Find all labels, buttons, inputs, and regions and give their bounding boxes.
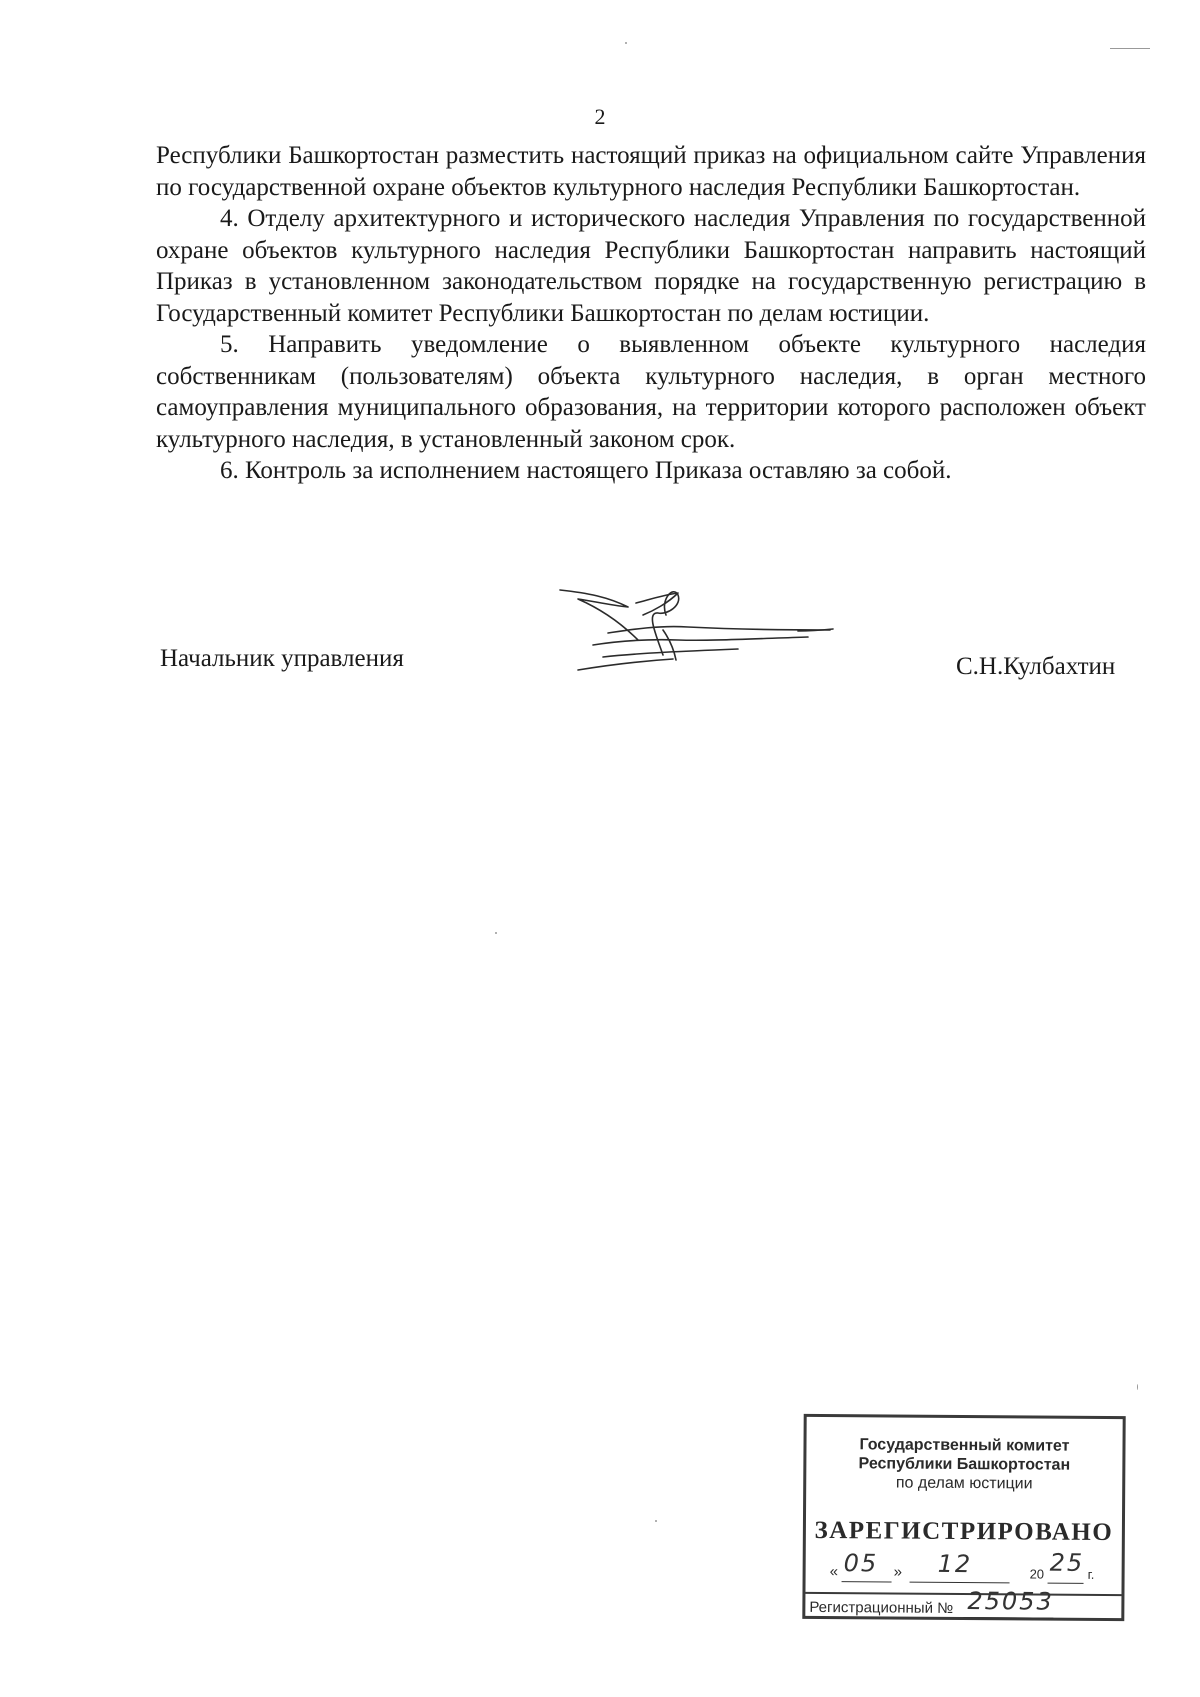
stamp-year-suffix: 25 — [1049, 1548, 1085, 1577]
stamp-registered-label: ЗАРЕГИСТРИРОВАНО — [814, 1516, 1114, 1547]
signature-block — [0, 585, 1200, 695]
stamp-day: 05 — [843, 1549, 879, 1578]
stamp-organization — [806, 1435, 1122, 1494]
handwritten-signature — [548, 585, 848, 680]
stamp-year-unit: г. — [1087, 1566, 1095, 1582]
registration-stamp — [802, 1414, 1125, 1621]
stamp-reg-number: 25053 — [967, 1587, 1054, 1616]
document-body — [156, 140, 1146, 487]
stamp-quote-close: » — [893, 1563, 903, 1581]
signer-position: Начальник управления — [160, 645, 404, 672]
stamp-registration-number — [805, 1587, 1121, 1624]
stamp-year-prefix: 20 — [1029, 1566, 1045, 1582]
stamp-quote-open: « — [829, 1563, 839, 1581]
paragraph-5: 5. Направить уведомление о выявленном объекте культурного наследия собственникам (пользователям) объекта культурного наследия, в орган местного самоуправления муниципального образования, на территории которого расположен объект культурного наследия, в установленный законом срок. — [156, 331, 1146, 453]
paragraph-3-continuation: Республики Башкортостан разместить настоящий приказ на официальном сайте Управления по государственной охране объектов культурного наследия Республики Башкортостан. — [156, 142, 1146, 201]
paragraph-4: 4. Отделу архитектурного и исторического наследия Управления по государственной охране объектов культурного наследия Республики Башкортостан направить настоящий Приказ в установленном законодательством порядке на государственную регистрацию в Государственный комитет Республики Башкортостан по делам юстиции. — [156, 205, 1146, 327]
signer-name: С.Н.Кулбахтин — [956, 653, 1116, 680]
stamp-org-line: Государственный комитет — [859, 1436, 1070, 1455]
stamp-org-line: по делам юстиции — [895, 1474, 1033, 1493]
stamp-month: 12 — [937, 1549, 973, 1579]
stamp-reg-label: Регистрационный № — [809, 1598, 954, 1617]
stamp-date — [829, 1548, 1120, 1589]
stamp-org-line: Республики Башкортостан — [858, 1455, 1071, 1474]
page-number: 2 — [594, 104, 606, 129]
paragraph-6: 6. Контроль за исполнением настоящего Приказа оставляю за собой. — [220, 457, 952, 484]
